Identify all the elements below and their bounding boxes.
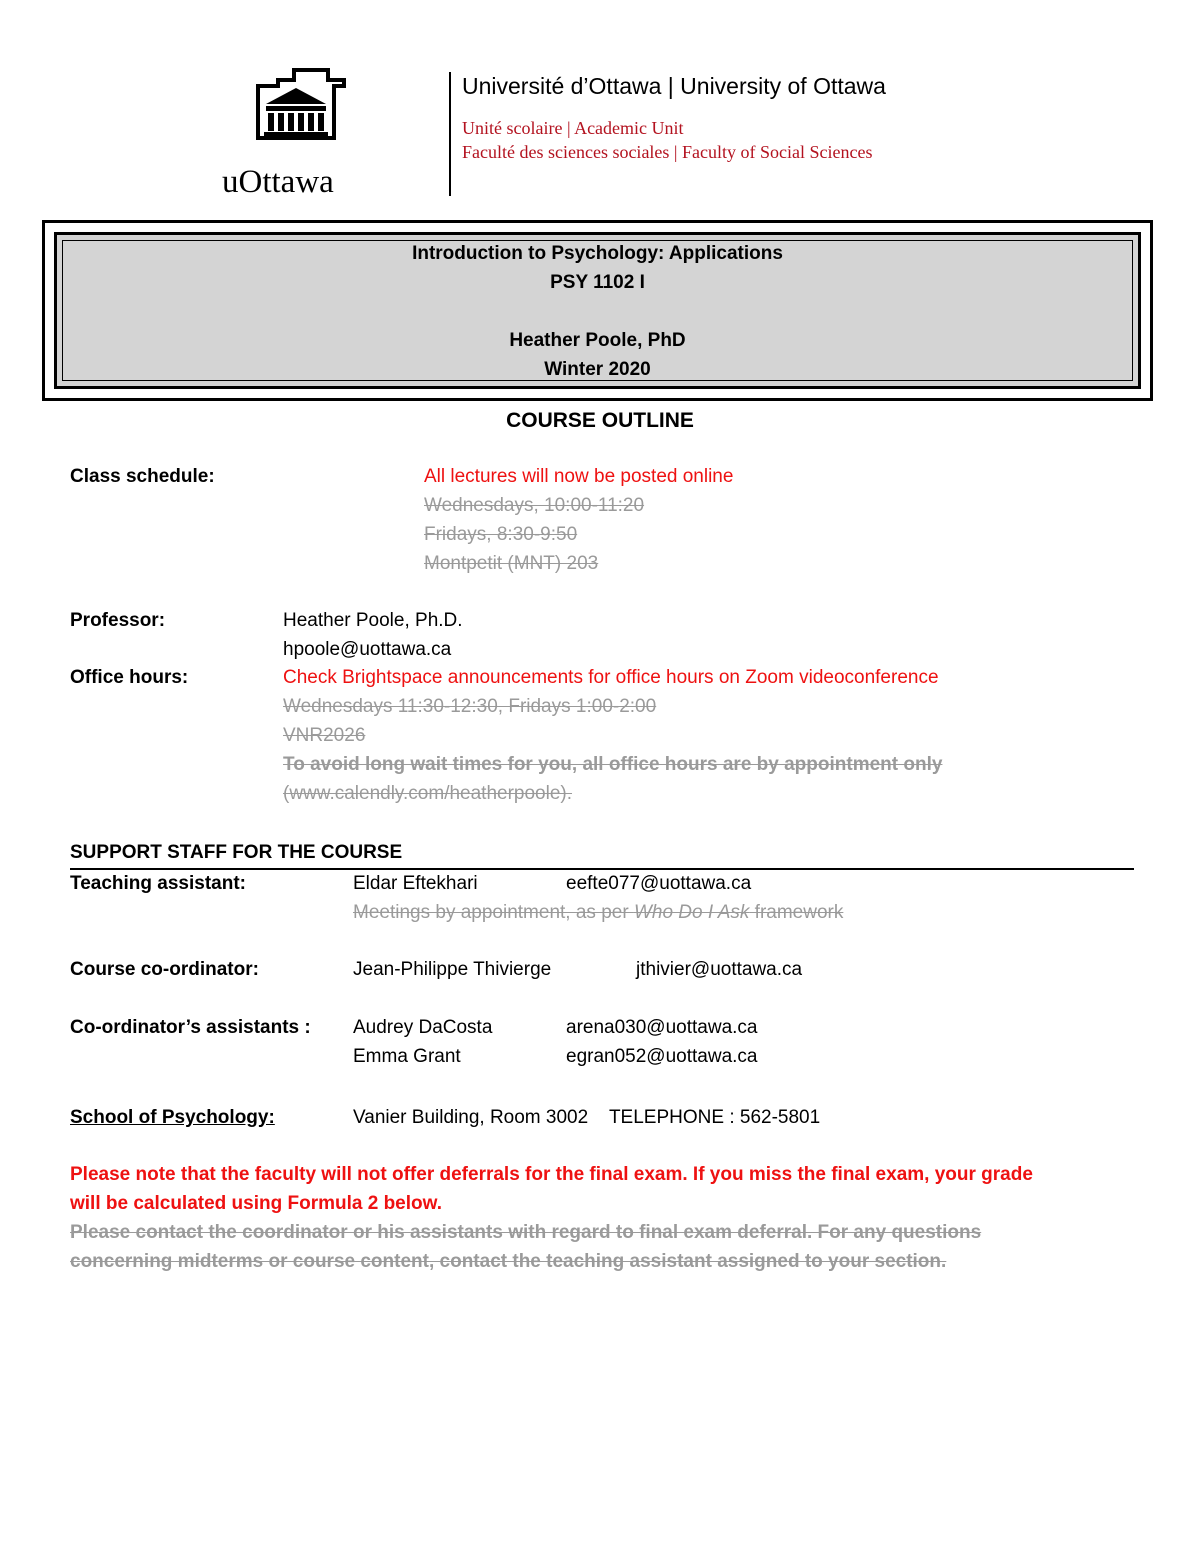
course-code: PSY 1102 I	[550, 272, 645, 293]
professor-name: Heather Poole, Ph.D.	[283, 610, 463, 631]
struck-office-note: To avoid long wait times for you, all office hours are by appointment only	[283, 754, 943, 775]
assistant-email[interactable]: arena030@uottawa.ca	[566, 1017, 758, 1038]
assistant-email[interactable]: egran052@uottawa.ca	[566, 1046, 758, 1067]
professor-label: Professor:	[70, 610, 166, 631]
ta-meetings-text: Meetings by appointment, as per	[353, 902, 634, 923]
assistant-name: Emma Grant	[353, 1046, 461, 1067]
support-staff-heading: SUPPORT STAFF FOR THE COURSE	[70, 842, 403, 863]
who-do-i-ask-text: Who Do I Ask	[633, 902, 750, 923]
office-hours-notice: Check Brightspace announcements for office hours on Zoom videoconference	[283, 667, 939, 688]
coordinator-name: Jean-Philippe Thivierge	[353, 959, 552, 980]
class-schedule-notice: All lectures will now be posted online	[424, 466, 734, 487]
assistant-name: Audrey DaCosta	[353, 1017, 493, 1038]
ta-meetings-suffix: framework	[749, 902, 844, 923]
struck-contact-line: concerning midterms or course content, contact the teaching assistant assigned to your section.	[70, 1251, 947, 1272]
struck-office-times: Wednesdays 11:30-12:30, Fridays 1:00-2:00	[283, 696, 657, 717]
struck-office-room: VNR2026	[283, 725, 366, 746]
struck-ta-meetings	[353, 899, 843, 927]
header-divider	[449, 72, 451, 196]
course-outline-heading: COURSE OUTLINE	[506, 409, 694, 432]
deferral-notice-line: will be calculated using Formula 2 below.	[70, 1193, 442, 1214]
school-info: Vanier Building, Room 3002 TELEPHONE : 562-5801	[353, 1107, 821, 1128]
struck-calendly-link: (www.calendly.com/heatherpoole).	[283, 783, 573, 804]
term: Winter 2020	[544, 359, 651, 380]
ta-name: Eldar Eftekhari	[353, 873, 478, 894]
faculty-line: Faculté des sciences sociales | Faculty of Social Sciences	[462, 142, 873, 162]
academic-unit-line: Unité scolaire | Academic Unit	[462, 118, 684, 138]
logo-wordmark: uOttawa	[222, 164, 334, 200]
assistants-label: Co-ordinator’s assistants :	[70, 1017, 311, 1038]
deferral-notice-line: Please note that the faculty will not offer deferrals for the final exam. If you miss the final exam, your grade	[70, 1164, 1033, 1185]
coordinator-email[interactable]: jthivier@uottawa.ca	[636, 959, 803, 980]
struck-schedule-line: Fridays, 8:30-9:50	[424, 524, 578, 545]
ta-label: Teaching assistant:	[70, 873, 246, 894]
ta-email[interactable]: eefte077@uottawa.ca	[566, 873, 752, 894]
office-hours-label: Office hours:	[70, 667, 189, 688]
uottawa-logo	[222, 66, 380, 201]
course-title: Introduction to Psychology: Applications	[412, 243, 783, 264]
university-name: Université d’Ottawa | University of Ottawa	[462, 73, 886, 99]
instructor-name: Heather Poole, PhD	[509, 330, 686, 351]
coordinator-label: Course co-ordinator:	[70, 959, 259, 980]
struck-contact-line: Please contact the coordinator or his assistants with regard to final exam deferral. For any questions	[70, 1222, 982, 1243]
struck-schedule-line: Montpetit (MNT) 203	[424, 553, 599, 574]
professor-email[interactable]: hpoole@uottawa.ca	[283, 639, 452, 660]
class-schedule-label: Class schedule:	[70, 466, 215, 487]
school-label: School of Psychology:	[70, 1107, 275, 1128]
struck-schedule-line: Wednesdays, 10:00-11:20	[424, 495, 645, 516]
